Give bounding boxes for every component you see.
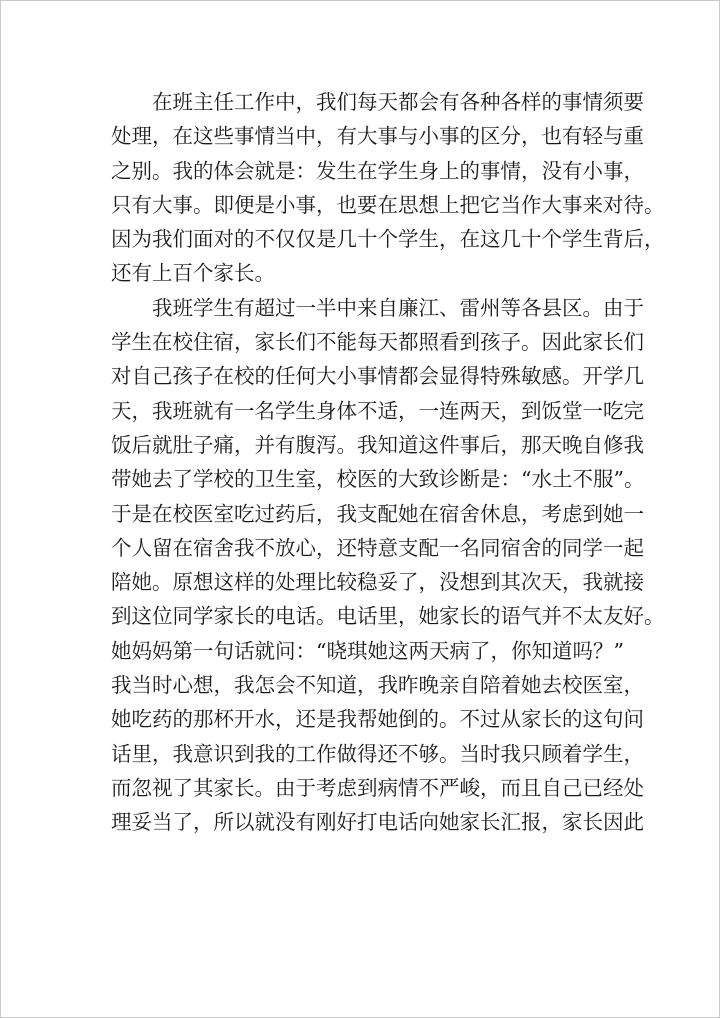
text-line: 饭后就肚子痛，并有腹泻。我知道这件事后，那天晚自修我 bbox=[111, 432, 644, 457]
text-line: 到这位同学家长的电话。电话里，她家长的语气并不太友好。 bbox=[111, 604, 665, 629]
text-line: 在班主任工作中，我们每天都会有各种各样的事情须要 bbox=[152, 90, 644, 114]
text-line: 还有上百个家长。 bbox=[111, 261, 275, 286]
text-line: 理妥当了，所以就没有刚好打电话向她家长汇报，家长因此 bbox=[111, 810, 644, 835]
text-line: 陪她。原想这样的处理比较稳妥了，没想到其次天，我就接 bbox=[111, 570, 644, 595]
text-line: 我当时心想，我怎会不知道，我昨晚亲自陪着她去校医室， bbox=[111, 673, 644, 698]
text-line: 带她去了学校的卫生室，校医的大致诊断是：“水土不服”。 bbox=[111, 467, 645, 492]
text-line: 话里，我意识到我的工作做得还不够。当时我只顾着学生， bbox=[111, 741, 644, 766]
text-line: 处理，在这些事情当中，有大事与小事的区分，也有轻与重 bbox=[111, 124, 644, 149]
text-line: 她妈妈第一句话就问：“晓琪她这两天病了，你知道吗？” bbox=[111, 638, 624, 663]
text-line: 之别。我的体会就是：发生在学生身上的事情，没有小事， bbox=[111, 158, 644, 183]
text-line: 天，我班就有一名学生身体不适，一连两天，到饭堂一吃完 bbox=[111, 398, 644, 423]
text-line: 她吃药的那杯开水，还是我帮她倒的。不过从家长的这句问 bbox=[111, 707, 644, 732]
text-line: 对自己孩子在校的任何大小事情都会显得特殊敏感。开学几 bbox=[111, 364, 644, 389]
text-line: 我班学生有超过一半中来自廉江、雷州等各县区。由于 bbox=[152, 295, 644, 320]
text-line: 个人留在宿舍我不放心，还特意支配一名同宿舍的同学一起 bbox=[111, 535, 644, 560]
text-line: 学生在校住宿，家长们不能每天都照看到孩子。因此家长们 bbox=[111, 330, 644, 355]
paragraph-2 bbox=[111, 291, 665, 840]
text-line: 只有大事。即便是小事，也要在思想上把它当作大事来对待。 bbox=[111, 192, 665, 217]
text-line: 于是在校医室吃过药后，我支配她在宿舍休息，考虑到她一 bbox=[111, 501, 644, 526]
document-body bbox=[111, 85, 665, 840]
text-line: 而忽视了其家长。由于考虑到病情不严峻，而且自己已经处 bbox=[111, 775, 644, 800]
text-line: 因为我们面对的不仅仅是几十个学生，在这几十个学生背后， bbox=[111, 227, 665, 252]
paragraph-1 bbox=[111, 85, 665, 291]
